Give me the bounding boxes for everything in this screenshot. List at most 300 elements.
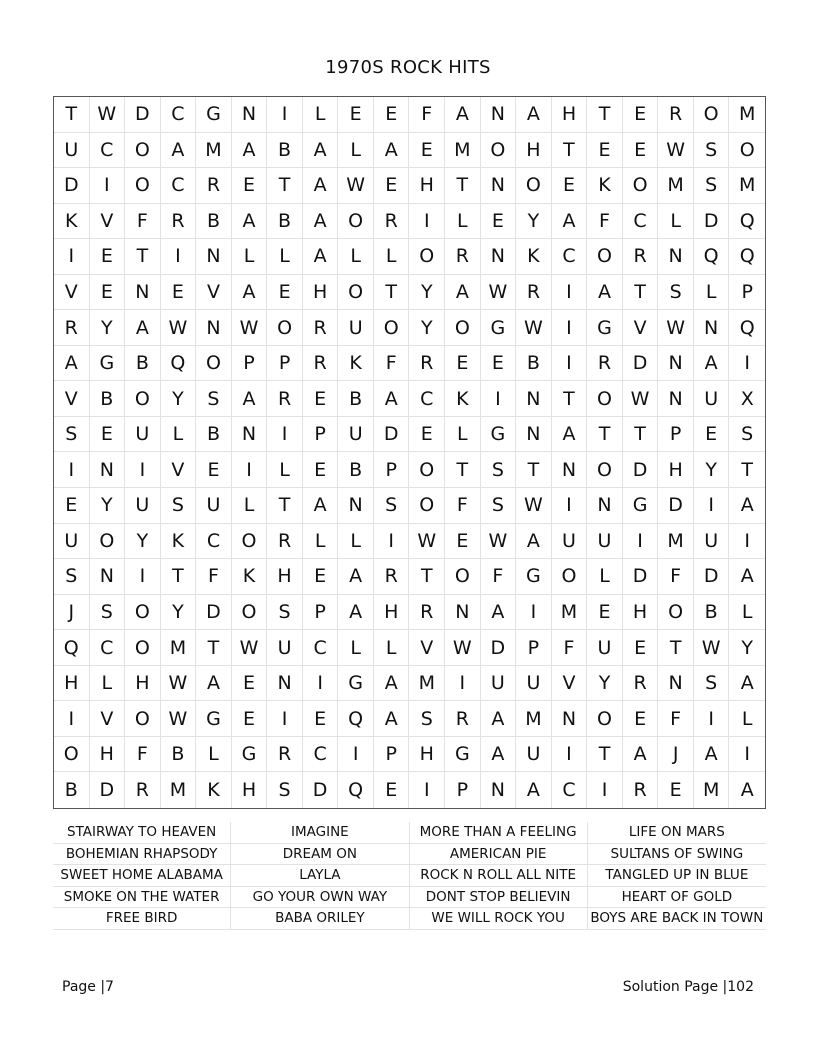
- grid-cell: R: [516, 275, 552, 311]
- grid-cell: G: [90, 346, 126, 382]
- grid-cell: E: [658, 772, 694, 808]
- grid-cell: P: [374, 452, 410, 488]
- grid-cell: I: [552, 346, 588, 382]
- grid-cell: G: [196, 97, 232, 133]
- grid-cell: L: [232, 488, 268, 524]
- grid-cell: R: [125, 772, 161, 808]
- grid-cell: O: [90, 524, 126, 560]
- grid-cell: O: [445, 559, 481, 595]
- word-list-item: AMERICAN PIE: [410, 844, 588, 866]
- grid-cell: N: [481, 239, 517, 275]
- grid-cell: I: [125, 559, 161, 595]
- grid-cell: E: [694, 417, 730, 453]
- grid-cell: D: [54, 168, 90, 204]
- grid-cell: A: [445, 97, 481, 133]
- grid-cell: I: [516, 595, 552, 631]
- grid-cell: A: [445, 275, 481, 311]
- grid-cell: Y: [694, 452, 730, 488]
- grid-cell: D: [694, 204, 730, 240]
- grid-cell: E: [90, 275, 126, 311]
- grid-cell: L: [338, 524, 374, 560]
- grid-cell: H: [54, 666, 90, 702]
- letter-grid: [53, 96, 766, 809]
- grid-cell: R: [587, 346, 623, 382]
- grid-cell: Q: [729, 204, 765, 240]
- grid-cell: E: [232, 168, 268, 204]
- grid-cell: F: [125, 204, 161, 240]
- grid-cell: A: [552, 204, 588, 240]
- grid-cell: U: [694, 524, 730, 560]
- grid-cell: O: [729, 133, 765, 169]
- grid-cell: T: [729, 452, 765, 488]
- grid-cell: K: [338, 346, 374, 382]
- grid-cell: N: [658, 239, 694, 275]
- grid-cell: V: [552, 666, 588, 702]
- grid-cell: C: [303, 737, 339, 773]
- grid-cell: O: [338, 204, 374, 240]
- grid-cell: S: [409, 701, 445, 737]
- grid-cell: E: [338, 97, 374, 133]
- grid-cell: E: [623, 133, 659, 169]
- grid-cell: L: [161, 417, 197, 453]
- page-number: Page |7: [62, 979, 114, 995]
- word-list-item: WE WILL ROCK YOU: [410, 908, 588, 930]
- grid-cell: D: [125, 97, 161, 133]
- grid-cell: L: [694, 275, 730, 311]
- grid-cell: A: [338, 595, 374, 631]
- word-list-item: LIFE ON MARS: [588, 822, 766, 844]
- grid-cell: L: [338, 239, 374, 275]
- grid-cell: W: [694, 630, 730, 666]
- grid-cell: G: [587, 310, 623, 346]
- grid-cell: Y: [161, 381, 197, 417]
- grid-cell: F: [658, 701, 694, 737]
- grid-cell: N: [232, 97, 268, 133]
- grid-cell: L: [303, 524, 339, 560]
- grid-cell: W: [161, 701, 197, 737]
- grid-cell: S: [54, 559, 90, 595]
- solution-page-reference: Solution Page |102: [622, 979, 754, 995]
- grid-cell: N: [125, 275, 161, 311]
- grid-cell: O: [552, 559, 588, 595]
- grid-cell: H: [409, 168, 445, 204]
- grid-cell: E: [303, 559, 339, 595]
- grid-cell: B: [196, 204, 232, 240]
- grid-cell: Q: [338, 772, 374, 808]
- grid-cell: O: [516, 168, 552, 204]
- grid-cell: T: [658, 630, 694, 666]
- grid-cell: I: [481, 381, 517, 417]
- grid-cell: R: [267, 737, 303, 773]
- word-list-item: TANGLED UP IN BLUE: [588, 865, 766, 887]
- grid-cell: M: [658, 524, 694, 560]
- grid-cell: H: [409, 737, 445, 773]
- grid-cell: H: [232, 772, 268, 808]
- grid-cell: L: [729, 701, 765, 737]
- grid-cell: A: [516, 772, 552, 808]
- grid-cell: U: [481, 666, 517, 702]
- grid-cell: W: [516, 310, 552, 346]
- grid-cell: G: [232, 737, 268, 773]
- puzzle-title: 1970S ROCK HITS: [325, 57, 491, 78]
- grid-cell: N: [481, 168, 517, 204]
- grid-cell: U: [54, 133, 90, 169]
- grid-cell: T: [552, 133, 588, 169]
- grid-cell: I: [90, 168, 126, 204]
- grid-cell: H: [374, 595, 410, 631]
- grid-cell: U: [694, 381, 730, 417]
- grid-cell: N: [267, 666, 303, 702]
- grid-cell: U: [338, 417, 374, 453]
- grid-cell: O: [267, 310, 303, 346]
- word-list-item: BOYS ARE BACK IN TOWN: [588, 908, 766, 930]
- grid-cell: N: [587, 488, 623, 524]
- grid-cell: K: [54, 204, 90, 240]
- grid-cell: T: [267, 488, 303, 524]
- grid-cell: R: [623, 772, 659, 808]
- grid-cell: N: [516, 417, 552, 453]
- grid-cell: F: [374, 346, 410, 382]
- grid-cell: M: [516, 701, 552, 737]
- grid-cell: A: [516, 97, 552, 133]
- grid-cell: V: [623, 310, 659, 346]
- grid-cell: N: [658, 381, 694, 417]
- grid-cell: O: [125, 381, 161, 417]
- grid-cell: D: [623, 346, 659, 382]
- grid-cell: D: [196, 595, 232, 631]
- grid-cell: O: [232, 524, 268, 560]
- grid-cell: T: [587, 737, 623, 773]
- grid-cell: M: [552, 595, 588, 631]
- grid-cell: T: [125, 239, 161, 275]
- word-list-item: BABA ORILEY: [231, 908, 409, 930]
- grid-cell: E: [267, 275, 303, 311]
- grid-cell: R: [267, 381, 303, 417]
- grid-cell: O: [587, 701, 623, 737]
- grid-cell: T: [445, 168, 481, 204]
- word-list-item: MORE THAN A FEELING: [410, 822, 588, 844]
- grid-cell: V: [161, 452, 197, 488]
- grid-cell: N: [90, 559, 126, 595]
- grid-cell: A: [481, 701, 517, 737]
- grid-cell: V: [54, 381, 90, 417]
- grid-cell: A: [587, 275, 623, 311]
- grid-cell: O: [125, 630, 161, 666]
- grid-cell: B: [196, 417, 232, 453]
- grid-cell: L: [587, 559, 623, 595]
- grid-cell: T: [267, 168, 303, 204]
- grid-cell: B: [338, 452, 374, 488]
- word-list-item: SWEET HOME ALABAMA: [53, 865, 231, 887]
- grid-cell: B: [267, 204, 303, 240]
- grid-cell: E: [303, 452, 339, 488]
- grid-cell: H: [125, 666, 161, 702]
- grid-cell: I: [552, 310, 588, 346]
- grid-cell: A: [232, 275, 268, 311]
- grid-cell: M: [694, 772, 730, 808]
- grid-cell: D: [623, 452, 659, 488]
- grid-cell: E: [445, 346, 481, 382]
- grid-cell: Y: [587, 666, 623, 702]
- grid-cell: Q: [54, 630, 90, 666]
- grid-cell: O: [694, 97, 730, 133]
- grid-cell: M: [658, 168, 694, 204]
- grid-cell: X: [729, 381, 765, 417]
- grid-cell: C: [90, 630, 126, 666]
- grid-cell: D: [90, 772, 126, 808]
- grid-cell: P: [232, 346, 268, 382]
- grid-cell: D: [303, 772, 339, 808]
- grid-cell: T: [54, 97, 90, 133]
- grid-cell: Y: [90, 310, 126, 346]
- grid-cell: U: [125, 417, 161, 453]
- grid-cell: E: [623, 97, 659, 133]
- grid-cell: A: [303, 168, 339, 204]
- grid-cell: V: [409, 630, 445, 666]
- grid-cell: A: [729, 488, 765, 524]
- grid-cell: O: [587, 381, 623, 417]
- word-list-item: SULTANS OF SWING: [588, 844, 766, 866]
- grid-cell: M: [729, 168, 765, 204]
- grid-cell: P: [445, 772, 481, 808]
- word-list-item: FREE BIRD: [53, 908, 231, 930]
- grid-cell: L: [196, 737, 232, 773]
- grid-cell: W: [161, 666, 197, 702]
- grid-cell: H: [552, 97, 588, 133]
- grid-cell: S: [196, 381, 232, 417]
- grid-cell: I: [623, 524, 659, 560]
- grid-cell: I: [267, 97, 303, 133]
- grid-cell: W: [161, 310, 197, 346]
- grid-cell: H: [623, 595, 659, 631]
- grid-cell: P: [267, 346, 303, 382]
- grid-cell: L: [445, 204, 481, 240]
- grid-cell: S: [90, 595, 126, 631]
- grid-cell: Y: [90, 488, 126, 524]
- grid-cell: C: [552, 239, 588, 275]
- grid-cell: P: [658, 417, 694, 453]
- grid-cell: W: [658, 310, 694, 346]
- grid-cell: M: [196, 133, 232, 169]
- grid-cell: I: [409, 204, 445, 240]
- grid-cell: S: [481, 452, 517, 488]
- grid-cell: K: [445, 381, 481, 417]
- grid-cell: T: [587, 417, 623, 453]
- grid-cell: F: [445, 488, 481, 524]
- grid-cell: N: [658, 666, 694, 702]
- grid-cell: U: [267, 630, 303, 666]
- grid-cell: D: [658, 488, 694, 524]
- word-list-item: LAYLA: [231, 865, 409, 887]
- grid-cell: T: [445, 452, 481, 488]
- grid-cell: E: [232, 701, 268, 737]
- grid-cell: L: [658, 204, 694, 240]
- grid-cell: V: [90, 701, 126, 737]
- word-list-item: STAIRWAY TO HEAVEN: [53, 822, 231, 844]
- grid-cell: D: [694, 559, 730, 595]
- grid-cell: N: [196, 239, 232, 275]
- grid-cell: A: [374, 133, 410, 169]
- grid-cell: I: [267, 417, 303, 453]
- grid-cell: W: [232, 310, 268, 346]
- grid-cell: E: [409, 133, 445, 169]
- grid-cell: C: [623, 204, 659, 240]
- grid-cell: T: [623, 275, 659, 311]
- grid-cell: Y: [729, 630, 765, 666]
- grid-cell: G: [445, 737, 481, 773]
- grid-cell: A: [694, 346, 730, 382]
- grid-cell: W: [338, 168, 374, 204]
- grid-cell: U: [516, 737, 552, 773]
- grid-cell: O: [125, 595, 161, 631]
- grid-cell: I: [552, 737, 588, 773]
- grid-cell: C: [409, 381, 445, 417]
- grid-cell: A: [338, 559, 374, 595]
- grid-cell: E: [445, 524, 481, 560]
- grid-cell: O: [587, 239, 623, 275]
- grid-cell: I: [374, 524, 410, 560]
- grid-cell: E: [552, 168, 588, 204]
- grid-cell: N: [338, 488, 374, 524]
- grid-cell: A: [552, 417, 588, 453]
- grid-cell: A: [374, 701, 410, 737]
- grid-cell: L: [445, 417, 481, 453]
- grid-cell: K: [587, 168, 623, 204]
- grid-cell: N: [232, 417, 268, 453]
- grid-cell: Q: [694, 239, 730, 275]
- grid-cell: W: [90, 97, 126, 133]
- grid-cell: U: [516, 666, 552, 702]
- grid-cell: L: [303, 97, 339, 133]
- grid-cell: R: [303, 310, 339, 346]
- grid-cell: E: [196, 452, 232, 488]
- grid-cell: T: [552, 381, 588, 417]
- grid-cell: G: [338, 666, 374, 702]
- grid-cell: Q: [338, 701, 374, 737]
- grid-cell: A: [374, 381, 410, 417]
- grid-cell: K: [196, 772, 232, 808]
- grid-cell: N: [90, 452, 126, 488]
- grid-cell: H: [516, 133, 552, 169]
- grid-cell: T: [196, 630, 232, 666]
- grid-cell: I: [552, 488, 588, 524]
- grid-cell: E: [54, 488, 90, 524]
- grid-cell: R: [196, 168, 232, 204]
- grid-cell: S: [658, 275, 694, 311]
- grid-cell: V: [196, 275, 232, 311]
- grid-cell: M: [729, 97, 765, 133]
- word-list: [53, 822, 766, 930]
- grid-cell: O: [196, 346, 232, 382]
- grid-cell: R: [445, 701, 481, 737]
- grid-cell: L: [267, 239, 303, 275]
- grid-cell: C: [161, 168, 197, 204]
- grid-cell: O: [658, 595, 694, 631]
- grid-cell: U: [54, 524, 90, 560]
- grid-cell: I: [161, 239, 197, 275]
- grid-cell: O: [125, 701, 161, 737]
- grid-cell: L: [729, 595, 765, 631]
- word-list-item: SMOKE ON THE WATER: [53, 887, 231, 909]
- grid-cell: P: [303, 417, 339, 453]
- grid-cell: O: [623, 168, 659, 204]
- grid-cell: R: [658, 97, 694, 133]
- grid-cell: S: [54, 417, 90, 453]
- grid-cell: E: [374, 97, 410, 133]
- grid-cell: A: [232, 133, 268, 169]
- grid-cell: I: [729, 524, 765, 560]
- grid-cell: N: [481, 97, 517, 133]
- grid-cell: U: [587, 630, 623, 666]
- grid-cell: M: [161, 772, 197, 808]
- grid-cell: W: [409, 524, 445, 560]
- grid-cell: B: [338, 381, 374, 417]
- grid-cell: I: [694, 488, 730, 524]
- grid-cell: Y: [409, 275, 445, 311]
- grid-cell: T: [623, 417, 659, 453]
- grid-cell: G: [516, 559, 552, 595]
- grid-cell: Q: [729, 310, 765, 346]
- grid-cell: A: [232, 204, 268, 240]
- word-list-item: GO YOUR OWN WAY: [231, 887, 409, 909]
- grid-cell: E: [623, 630, 659, 666]
- grid-cell: C: [196, 524, 232, 560]
- grid-cell: E: [481, 346, 517, 382]
- grid-cell: S: [729, 417, 765, 453]
- grid-cell: A: [125, 310, 161, 346]
- grid-cell: L: [374, 630, 410, 666]
- grid-cell: L: [232, 239, 268, 275]
- word-list-item: HEART OF GOLD: [588, 887, 766, 909]
- grid-cell: O: [445, 310, 481, 346]
- grid-cell: J: [54, 595, 90, 631]
- grid-cell: B: [161, 737, 197, 773]
- grid-cell: N: [694, 310, 730, 346]
- grid-cell: F: [552, 630, 588, 666]
- grid-cell: K: [161, 524, 197, 560]
- grid-cell: K: [516, 239, 552, 275]
- grid-cell: Q: [161, 346, 197, 382]
- grid-cell: R: [623, 666, 659, 702]
- grid-cell: U: [587, 524, 623, 560]
- grid-cell: E: [303, 381, 339, 417]
- grid-cell: T: [516, 452, 552, 488]
- grid-cell: S: [694, 666, 730, 702]
- grid-cell: L: [90, 666, 126, 702]
- grid-cell: B: [125, 346, 161, 382]
- word-list-item: ROCK N ROLL ALL NITE: [410, 865, 588, 887]
- grid-cell: Q: [729, 239, 765, 275]
- grid-cell: I: [338, 737, 374, 773]
- grid-cell: A: [232, 381, 268, 417]
- grid-cell: A: [740, 779, 754, 802]
- grid-cell: L: [374, 239, 410, 275]
- grid-cell: N: [516, 381, 552, 417]
- grid-cell: H: [303, 275, 339, 311]
- grid-cell: N: [552, 701, 588, 737]
- grid-cell: F: [125, 737, 161, 773]
- grid-cell: A: [303, 133, 339, 169]
- grid-cell: V: [90, 204, 126, 240]
- grid-cell: A: [481, 737, 517, 773]
- grid-cell: L: [338, 133, 374, 169]
- grid-cell: I: [694, 701, 730, 737]
- grid-cell: E: [587, 595, 623, 631]
- grid-cell: H: [658, 452, 694, 488]
- grid-cell: O: [232, 595, 268, 631]
- grid-cell: D: [374, 417, 410, 453]
- grid-cell: C: [90, 133, 126, 169]
